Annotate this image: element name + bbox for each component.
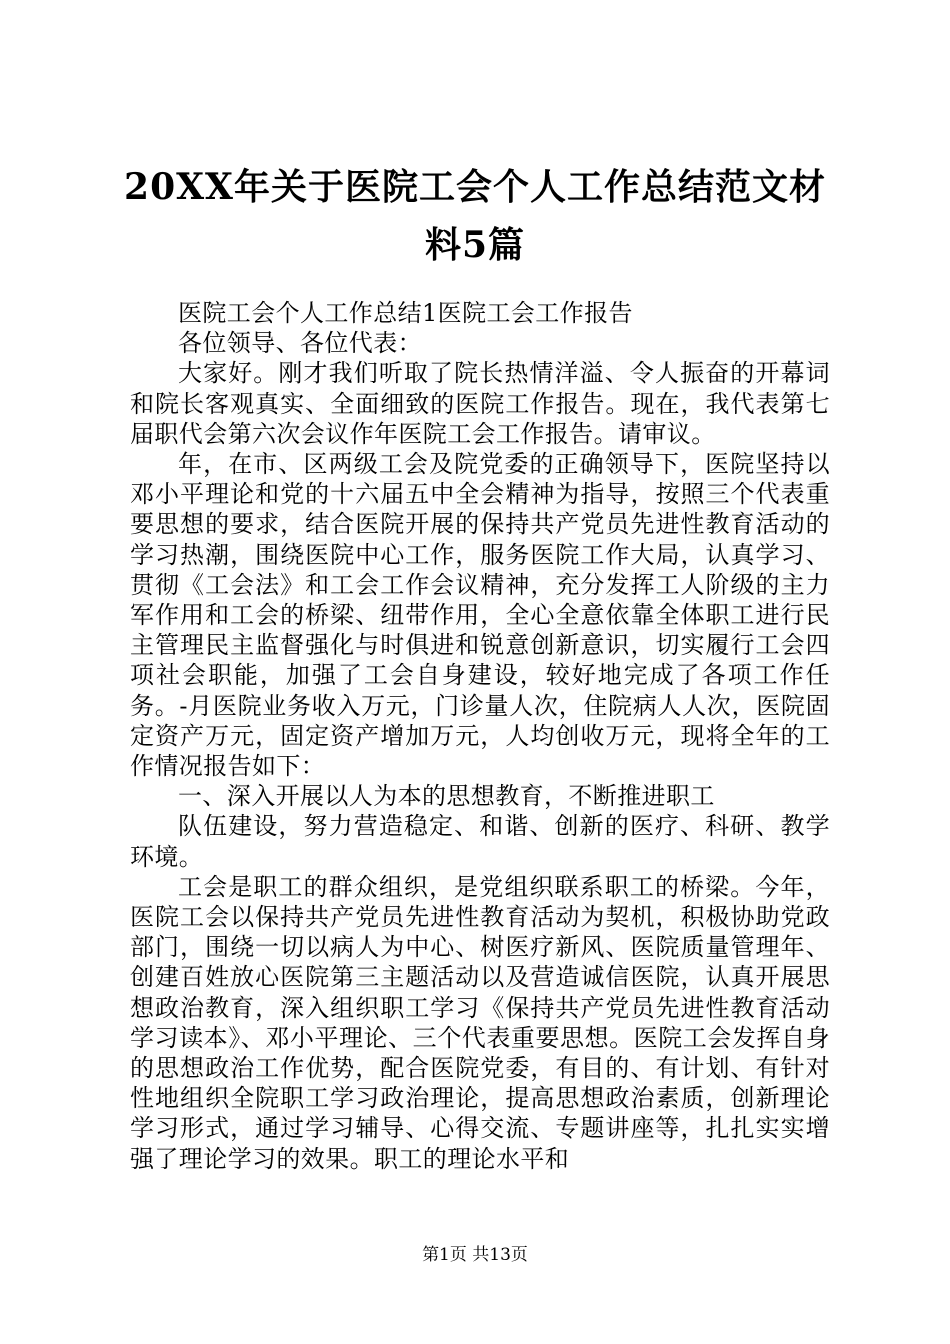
paragraph: 大家好。刚才我们听取了院长热情洋溢、令人振奋的开幕词和院长客观真实、全面细致的医院工作报告。现在，我代表第七届职代会第六次会议作年医院工会工作报告。请审议。	[130, 359, 830, 448]
section-heading: 一、深入开展以人为本的思想教育，不断推进职工	[178, 782, 715, 811]
document-title: 20XX年关于医院工会个人工作总结范文材料5篇	[124, 166, 826, 266]
paragraph: 年，在市、区两级工会及院党委的正确领导下，医院坚持以邓小平理论和党的十六届五中全会精神为指导，按照三个代表重要思想的要求，结合医院开展的保持共产党员先进性教育活动的学习热潮，围绕医院中心工作，服务医院工作大局，认真学习、贯彻《工会法》和工会工作会议精神，充分发挥工人阶级的主力军作用和工会的桥梁、纽带作用，全心全意依靠全体职工进行民主管理民主监督强化与时俱进和锐意创新意识，切实履行工会四项社会职能，加强了工会自身建设，较好地完成了各项工作任务。-月医院业务收入万元，门诊量人次，住院病人人次，医院固定资产万元，固定资产增加万元，人均创收万元，现将全年的工作情况报告如下：	[130, 450, 830, 781]
page-footer: 第1页 共13页	[422, 1245, 528, 1265]
paragraph: 队伍建设，努力营造稳定、和谐、创新的医疗、科研、教学环境。	[130, 812, 830, 871]
paragraph: 各位领导、各位代表：	[178, 329, 422, 358]
paragraph: 医院工会个人工作总结1医院工会工作报告	[178, 299, 633, 327]
paragraph: 工会是职工的群众组织，是党组织联系职工的桥梁。今年，医院工会以保持共产党员先进性教育活动为契机，积极协助党政部门，围绕一切以病人为中心、树医疗新风、医院质量管理年、创建百姓放心医院第三主题活动以及营造诚信医院，认真开展思想政治教育，深入组织职工学习《保持共产党员先进性教育活动学习读本》、邓小平理论、三个代表重要思想。医院工会发挥自身的思想政治工作优势，配合医院党委，有目的、有计划、有针对性地组织全院职工学习政治理论，提高思想政治素质，创新理论学习形式，通过学习辅导、心得交流、专题讲座等，扎扎实实增强了理论学习的效果。职工的理论水平和	[130, 872, 830, 1173]
document-body	[130, 298, 830, 1174]
